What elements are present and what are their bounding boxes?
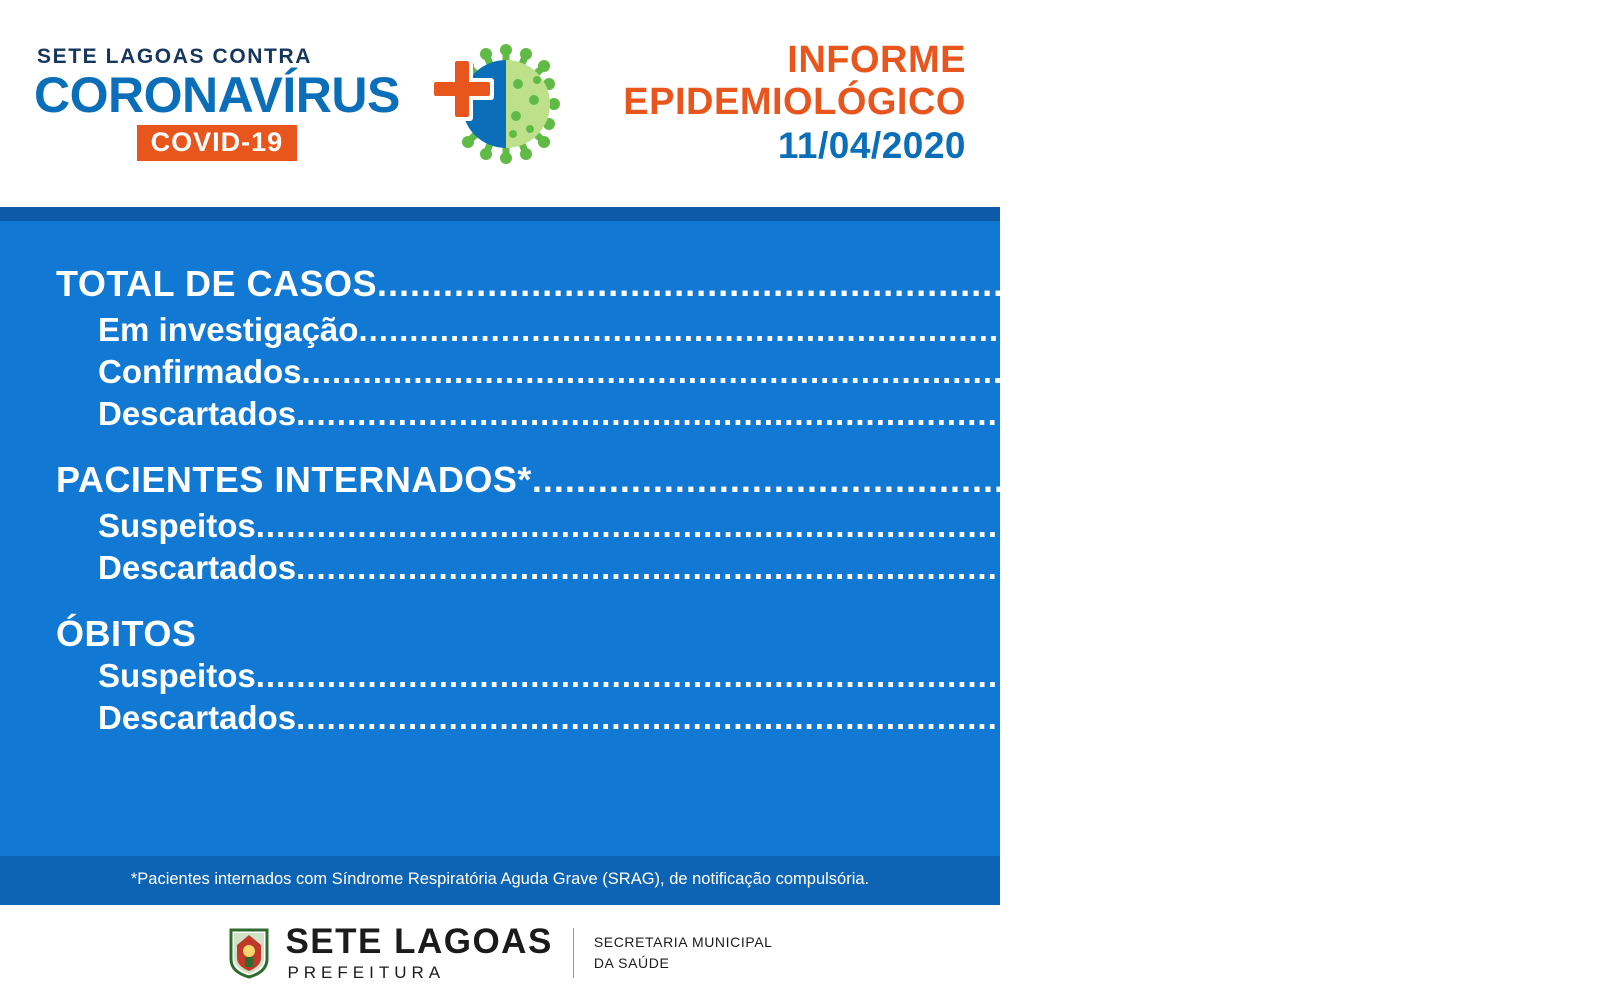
covid-badge: COVID-19 xyxy=(137,125,298,161)
leader-dots: .......................................................................................... xyxy=(255,507,1171,544)
leader-dots: .......................................................................................... xyxy=(358,311,1274,348)
row-label: TOTAL DE CASOS xyxy=(56,263,378,304)
row-label: Descartados xyxy=(98,549,297,586)
poster-footer xyxy=(0,905,1000,1000)
row-value: 492 xyxy=(1401,263,1462,304)
coat-of-arms-icon xyxy=(227,927,271,979)
city-subtitle: PREFEITURA xyxy=(287,963,446,982)
row-confirmados xyxy=(56,353,1311,391)
department-block xyxy=(594,932,773,973)
row-total-de-casos xyxy=(56,263,1462,305)
row-value: 3 xyxy=(1292,353,1311,390)
city-name: SETE LAGOAS xyxy=(285,922,553,961)
leader-dots: .......................................................................................... xyxy=(301,353,1217,390)
leader-dots: .......................................................................................... xyxy=(296,395,1212,432)
row-value: 5 xyxy=(1246,507,1265,544)
row-internados-suspeitos xyxy=(56,507,1265,545)
row-label: Confirmados xyxy=(98,353,302,390)
row-internados-descartados xyxy=(56,549,1306,587)
city-name-block xyxy=(285,924,552,981)
report-title-line1: INFORME xyxy=(787,38,966,81)
report-title-block xyxy=(623,39,974,168)
poster-header xyxy=(0,0,1000,207)
row-label: PACIENTES INTERNADOS* xyxy=(56,459,532,500)
leader-dots: .......................................................................................... xyxy=(531,459,1523,500)
footnote: *Pacientes internados com Síndrome Respiratória Aguda Grave (SRAG), de notificação compulsória. xyxy=(0,856,1000,905)
leader-dots: .......................................................................................... xyxy=(255,657,1171,694)
header-divider xyxy=(0,207,1000,221)
campaign-tagline: SETE LAGOAS CONTRA xyxy=(37,45,312,68)
row-obitos-descartados xyxy=(56,699,1306,737)
statistics-body xyxy=(0,221,1616,856)
row-label: Suspeitos xyxy=(98,507,256,544)
row-label: Descartados xyxy=(98,699,297,736)
row-value: 411 xyxy=(1314,311,1368,348)
row-value: 1 xyxy=(1286,699,1306,736)
section-total-de-casos xyxy=(56,263,1462,433)
leader-dots: .......................................................................................... xyxy=(296,699,1212,736)
row-obitos-heading: ÓBITOS xyxy=(56,613,197,654)
row-label: Em investigação xyxy=(98,311,359,348)
row-value: 0 xyxy=(1246,657,1265,694)
row-value: 78 xyxy=(1268,395,1306,432)
campaign-logo-text xyxy=(34,46,400,161)
row-label: Descartados xyxy=(98,395,297,432)
report-title-line2: EPIDEMIOLÓGICO xyxy=(623,81,966,124)
leader-dots: .......................................................................................... xyxy=(377,263,1368,304)
virus-cross-icon xyxy=(394,34,569,174)
campaign-logo xyxy=(34,34,569,174)
row-label: Suspeitos xyxy=(98,657,256,694)
row-value: 7 xyxy=(1596,459,1616,500)
row-descartados xyxy=(56,395,1306,433)
row-value: 2 xyxy=(1286,549,1306,586)
section-pacientes-internados xyxy=(56,459,1616,587)
row-em-investigacao xyxy=(56,311,1368,349)
section-obitos xyxy=(56,613,1306,737)
footer-divider xyxy=(573,928,574,978)
row-pacientes-internados xyxy=(56,459,1616,501)
report-date: 11/04/2020 xyxy=(777,124,966,166)
city-hall-logo xyxy=(227,924,772,981)
department-line2: DA SAÚDE xyxy=(593,954,670,971)
department-line1: SECRETARIA MUNICIPAL xyxy=(593,934,773,951)
row-obitos-suspeitos xyxy=(56,657,1265,695)
campaign-title: CORONAVÍRUS xyxy=(34,67,400,123)
leader-dots: .......................................................................................... xyxy=(296,549,1212,586)
